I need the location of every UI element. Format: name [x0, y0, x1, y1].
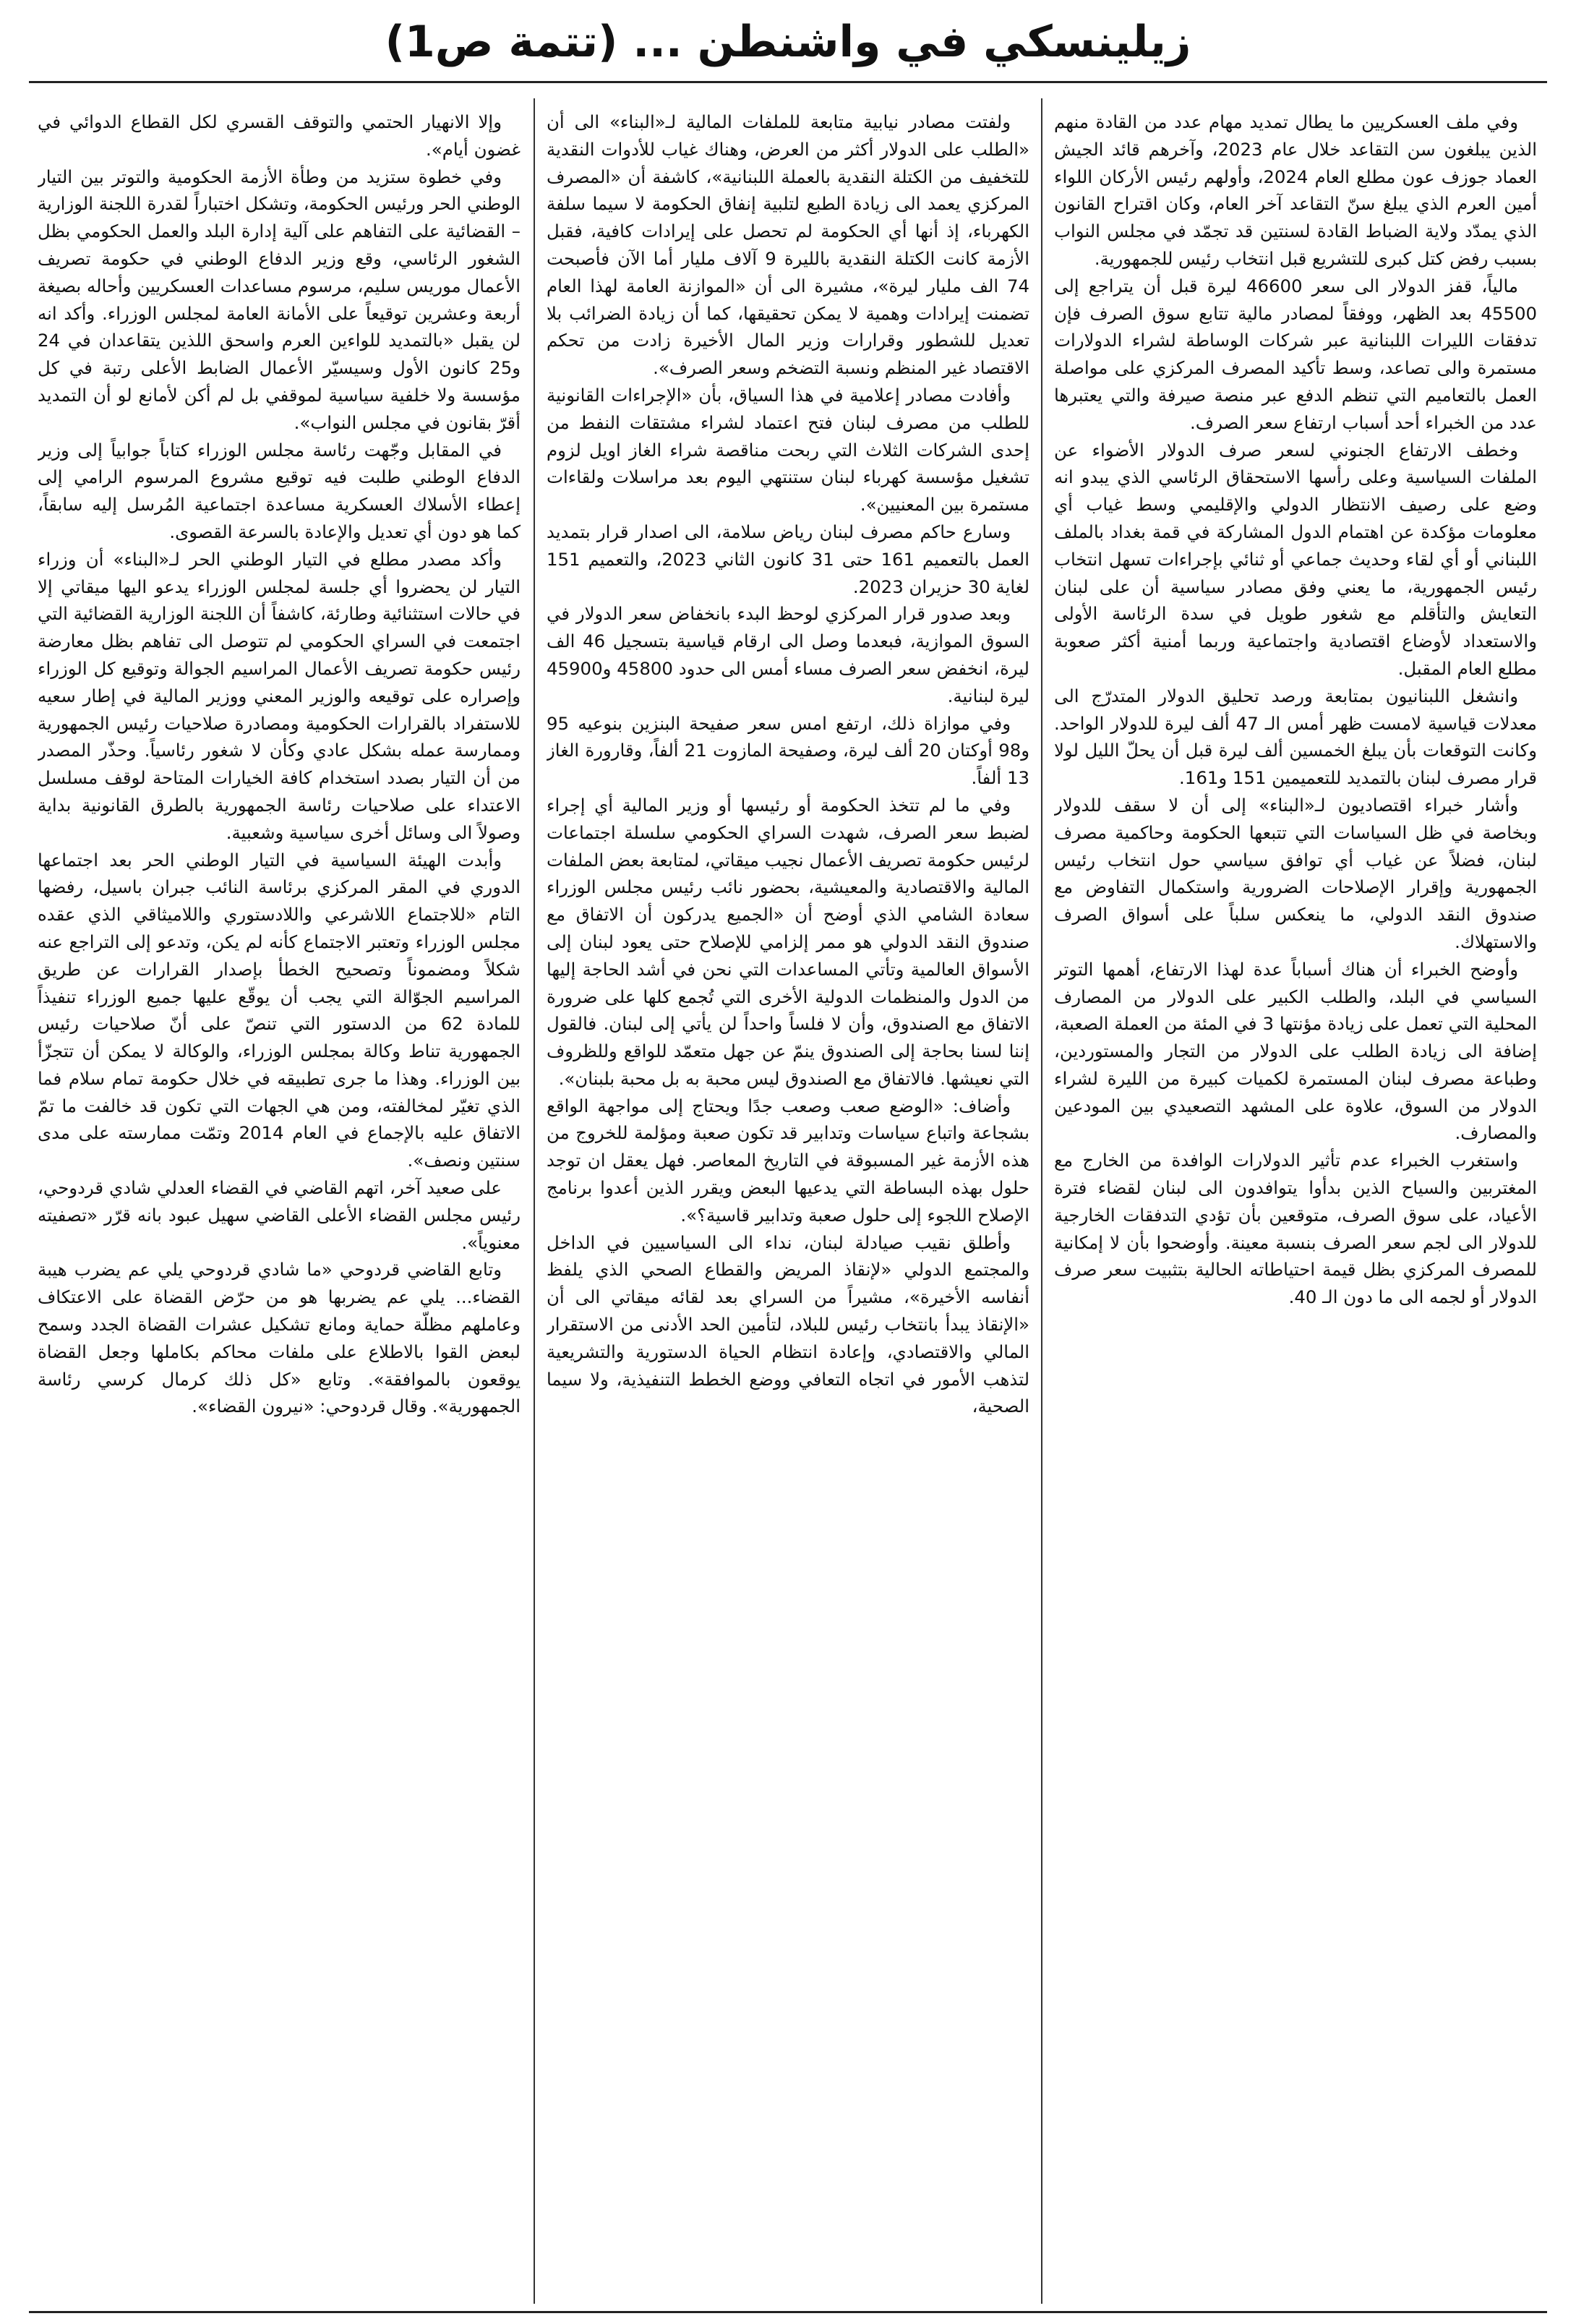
paragraph: وخطف الارتفاع الجنوني لسعر صرف الدولار الأضواء عن الملفات السياسية وعلى رأسها الاستحقاق الرئاسي الذي يبدو انه وضع على رصيف الانتظار الدولي والإقليمي وسط غياب أي معلومات مؤكدة عن اهتمام الدول المشاركة في قمة بغداد بالملف اللبناني أو أي لقاء وحديث جماعي أو ثنائي بإجراءات تسهل انتخاب رئيس الجمهورية، ما يعني وفق مصادر سياسية أن على لبنان التعايش والتأقلم مع شغور طويل في سدة الرئاسة الأولى والاستعداد لأوضاع اقتصادية واجتماعية وربما أمنية أكثر صعوبة مطلع العام المقبل.	[1054, 439, 1537, 679]
article-column-middle	[547, 108, 1029, 2307]
paragraph: وإلا الانهيار الحتمي والتوقف القسري لكل القطاع الدوائي في غضون أيام».	[38, 111, 521, 160]
article-column-left	[38, 108, 521, 2307]
paragraph: وأضاف: «الوضع صعب وصعب جدًا ويحتاج إلى مواجهة الواقع بشجاعة واتباع سياسات وتدابير قد تكون صعبة ومؤلمة للخروج من هذه الأزمة غير المسبوقة في التاريخ المعاصر. فهل يعقل ان توجد حلول بهذه البساطة التي يدعيها البعض ويقرر الذين أعدوا برنامج الإصلاح اللجوء إلى حلول صعبة وتدابير قاسية؟».	[547, 1095, 1029, 1226]
paragraph: وأشار خبراء اقتصاديون لـ«البناء» إلى أن لا سقف للدولار وبخاصة في ظل السياسات التي تتبعها الحكومة وحاكمية مصرف لبنان، فضلاً عن غياب أي توافق سياسي حول انتخاب رئيس الجمهورية وإقرار الإصلاحات الضرورية واستكمال التفاوض مع صندوق النقد الدولي، ما ينعكس سلباً على أسواق الصرف والاستهلاك.	[1054, 794, 1537, 952]
paragraph: على صعيد آخر، اتهم القاضي في القضاء العدلي شادي قردوحي، رئيس مجلس القضاء الأعلى القاضي سهيل عبود بانه قرّر «تصفيته معنوياً».	[38, 1177, 521, 1253]
paragraph: وفي خطوة ستزيد من وطأة الأزمة الحكومية والتوتر بين التيار الوطني الحر ورئيس الحكومة، وتشكل اختباراً لقدرة اللجنة الوزارية – القضائية على التفاهم على آلية إدارة البلد والعمل الحكومي بظل الشغور الرئاسي، وقع وزير الدفاع الوطني في حكومة تصريف الأعمال موريس سليم، مرسوم مساعدات العسكريين وأحاله بصيغة أربعة وعشرين توقيعاً على الأمانة العامة لمجلس الوزراء. وأكد انه لن يقبل «بالتمديد للواءين العرم واسحق اللذين يتقاعدان في 24 و25 كانون الأول وسيسيّر الأعمال الضابط الأعلى رتبة في كل مؤسسة ولا خلفية سياسية لموقفي بل لم أكن لأمانع لو أن التمديد أقرّ بقانون في مجلس النواب».	[38, 166, 521, 433]
paragraph: وفي ما لم تتخذ الحكومة أو رئيسها أو وزير المالية أي إجراء لضبط سعر الصرف، شهدت السراي الحكومي سلسلة اجتماعات لرئيس حكومة تصريف الأعمال نجيب ميقاتي، لمتابعة بعض الملفات المالية والاقتصادية والمعيشية، بحضور نائب رئيس مجلس الوزراء سعادة الشامي الذي أوضح أن «الجميع يدركون أن الاتفاق مع صندوق النقد الدولي هو ممر إلزامي للإصلاح حتى يعود لبنان إلى الأسواق العالمية وتأتي المساعدات التي نحن في أشد الحاجة إليها من الدول والمنظمات الدولية الأخرى التي تُجمع كلها على ضرورة الاتفاق مع الصندوق، وأن لا فلساً واحداً لن يأتي إلى لبنان. فالقول إننا لسنا بحاجة إلى الصندوق ينمّ عن جهل متعمّد للواقع وللظروف التي نعيشها. فالاتفاق مع الصندوق ليس محبة به بل محبة بلبنان».	[547, 794, 1029, 1089]
paragraph: وأطلق نقيب صيادلة لبنان، نداء الى السياسيين في الداخل والمجتمع الدولي «لإنقاذ المريض والقطاع الصحي الذي يلفظ أنفاسه الأخيرة»، مشيراً من السراي بعد لقائه ميقاتي الى أن «الإنقاذ يبدأ بانتخاب رئيس للبلاد، لتأمين الحد الأدنى من الاستقرار المالي والاقتصادي، وإعادة انتظام الحياة الدستورية والتشريعية لتذهب الأمور في اتجاه التعافي ووضع الخطط التنفيذية، ولا سيما الصحية،	[547, 1231, 1029, 1417]
paragraph: وفي ملف العسكريين ما يطال تمديد مهام عدد من القادة منهم الذين يبلغون سن التقاعد خلال عام 2023، وآخرهم قائد الجيش العماد جوزف عون مطلع العام 2024، وأولهم رئيس الأركان اللواء أمين العرم الذي يبلغ سنّ التقاعد آخر العام، وكان اقتراح القانون الذي يمدّد ولاية الضباط القادة لسنتين قد تجمّد في مجلس النواب بسبب رفض كتل كبرى للتشريع قبل انتخاب رئيس للجمهورية.	[1054, 111, 1537, 269]
paragraph: ولفتت مصادر نيابية متابعة للملفات المالية لـ«البناء» الى أن «الطلب على الدولار أكثر من العرض، وهناك غياب للأدوات النقدية للتخفيف من الكتلة النقدية بالعملة اللبنانية»، كاشفة أن «المصرف المركزي يعمد الى زيادة الطبع لتلبية إنفاق الحكومة لا سيما سلفة الكهرباء، إذ أنها أي الحكومة لم تحصل على إيرادات كافية، فقبل الأزمة كانت الكتلة النقدية بالليرة 9 آلاف مليار أما الآن فأصبحت 74 الف مليار ليرة»، مشيرة الى أن «الموازنة العامة لهذا العام تضمنت إيرادات وهمية لا يمكن تحقيقها، كما أن زيادة الضرائب بلا تعديل للشطور وقرارات وزير المال الأخيرة زادت من تحكم الاقتصاد غير المنظم ونسبة التضخم وسعر الصرف».	[547, 111, 1029, 379]
paragraph: وانشغل اللبنانيون بمتابعة ورصد تحليق الدولار المتدرّج الى معدلات قياسية لامست ظهر أمس الـ 47 ألف ليرة للدولار الواحد. وكانت التوقعات بأن يبلغ الخمسين ألف ليرة قبل أن يحلّ الليل لولا قرار مصرف لبنان بالتمديد للتعميمين 151 و161.	[1054, 685, 1537, 789]
bottom-rule	[29, 2311, 1547, 2313]
article-column-right	[1054, 108, 1537, 2307]
page-headline: زيلينسكي في واشنطن ... (تتمة ص1)	[385, 17, 1191, 67]
paragraph: في المقابل وجّهت رئاسة مجلس الوزراء كتاباً جوابياً إلى وزير الدفاع الوطني طلبت فيه توقيع مشروع المرسوم الرامي إلى إعطاء الأسلاك العسكرية مساعدة اجتماعية المُرسل إليه سابقاً، كما هو دون أي تعديل والإعادة بالسرعة القصوى.	[38, 439, 521, 542]
paragraph: مالياً، قفز الدولار الى سعر 46600 ليرة قبل أن يتراجع إلى 45500 بعد الظهر، ووفقاً لمصادر مالية تتابع سوق الصرف فإن تدفقات الليرات اللبنانية عبر شركات الوساطة لشراء الدولارات مستمرة والى تصاعد، وسط تأكيد المصرف المركزي على مواصلة العمل بالتعاميم التي تنظم الدفع عبر منصة صيرفة والتي يعتبرها عدد من الخبراء أحد أسباب ارتفاع سعر الصرف.	[1054, 275, 1537, 433]
paragraph: وأكد مصدر مطلع في التيار الوطني الحر لـ«البناء» أن وزراء التيار لن يحضروا أي جلسة لمجلس الوزراء يدعو اليها ميقاتي إلا في حالات استثنائية وطارئة، كاشفاً أن اللجنة الوزارية القضائية التي اجتمعت في السراي الحكومي لم تتوصل الى تفاهم بظل معارضة رئيس حكومة تصريف الأعمال المراسيم الجوالة وتوقيع كل الوزراء وإصراره على توقيعه والوزير المعني ووزير المالية في إطار سعيه للاستفراد بالقرارات الحكومية ومصادرة صلاحيات رئيس الجمهورية وممارسة عمله بشكل عادي وكأن لا شغور رئاسياً. وحذّر المصدر من أن التيار بصدد استخدام كافة الخيارات المتاحة لوقف مسلسل الاعتداء على صلاحيات رئاسة الجمهورية بالطرق القانونية بداية وصولاً الى وسائل أخرى سياسية وشعبية.	[38, 548, 521, 843]
column-separator	[1041, 98, 1042, 2304]
paragraph: واستغرب الخبراء عدم تأثير الدولارات الوافدة من الخارج مع المغتربين والسياح الذين بدأوا يتوافدون الى لبنان لقضاء فترة الأعياد، على سوق الصرف، متوقعين بأن تؤدي التدفقات الخارجية للدولار الى لجم سعر الصرف بنسبة معينة. وأوضحوا بأن لا إمكانية للمصرف المركزي بظل قيمة احتياطاته الحالية بتثبيت سعر صرف الدولار أو لجمه الى ما دون الـ 40.	[1054, 1150, 1537, 1308]
paragraph: وفي موازاة ذلك، ارتفع امس سعر صفيحة البنزين بنوعيه 95 و98 أوكتان 20 ألف ليرة، وصفيحة المازوت 21 ألفاً، وقارورة الغاز 13 ألفاً.	[547, 712, 1029, 789]
paragraph: وتابع القاضي قردوحي «ما شادي قردوحي يلي عم يضرب هيبة القضاء... يلي عم يضربها هو من حرّض القضاة على الاعتكاف وعاملهم مظلّة حماية ومانع تشكيل عشرات القضاة الجدد وسمح لبعض القوا بالاطلاع على ملفات محاكم بكاملها وجعل القضاة يوقعون بالموافقة». وتابع «كل ذلك كرمال كرسي رئاسة الجمهورية». وقال قردوحي: «نيرون القضاء».	[38, 1259, 521, 1417]
paragraph: وبعد صدور قرار المركزي لوحظ البدء بانخفاض سعر الدولار في السوق الموازية، فبعدما وصل الى ارقام قياسية بتسجيل 46 الف ليرة، انخفض سعر الصرف مساء أمس الى حدود 45800 و45900 ليرة لبنانية.	[547, 603, 1029, 706]
paragraph: وسارع حاكم مصرف لبنان رياض سلامة، الى اصدار قرار بتمديد العمل بالتعميم 161 حتى 31 كانون الثاني 2023، والتعميم 151 لغاية 30 حزيران 2023.	[547, 521, 1029, 597]
paragraph: وأوضح الخبراء أن هناك أسباباً عدة لهذا الارتفاع، أهمها التوتر السياسي في البلد، والطلب الكبير على الدولار من المصارف المحلية التي تعمل على زيادة مؤنتها 3 في المئة من العملة الصعبة، إضافة الى زيادة الطلب على الدولار من التجار والمستوردين، وطباعة مصرف لبنان المستمرة لكميات كبيرة من الليرة لشراء الدولار من السوق، علاوة على المشهد التصعيدي بين المودعين والمصارف.	[1054, 958, 1537, 1144]
paragraph: وأفادت مصادر إعلامية في هذا السياق، بأن «الإجراءات القانونية للطلب من مصرف لبنان فتح اعتماد لشراء مشتقات النفط من إحدى الشركات الثلاث التي ربحت مناقصة شراء الغاز اويل لزوم تشغيل مؤسسة كهرباء لبنان ستنتهي اليوم بعد مراسلات ولقاءات مستمرة بين المعنيين».	[547, 384, 1029, 516]
paragraph: وأبدت الهيئة السياسية في التيار الوطني الحر بعد اجتماعها الدوري في المقر المركزي برئاسة النائب جبران باسيل، رفضها التام «للاجتماع اللاشرعي واللادستوري واللاميثاقي الذي عقده مجلس الوزراء وتعتبر الاجتماع كأنه لم يكن، وتدعو إلى التراجع عنه شكلاً ومضموناً وتصحيح الخطأ بإصدار القرارات عن طريق المراسيم الجوّالة التي يجب أن يوقّع عليها جميع الوزراء تنفيذاً للمادة 62 من الدستور التي تنصّ على أنّ صلاحيات رئيس الجمهورية تناط وكالة بمجلس الوزراء، والوكالة لا يمكن أن تتجزّأ بين الوزراء. وهذا ما جرى تطبيقه في خلال حكومة تمام سلام فما الذي تغيّر لمخالفته، ومن هي الجهات التي تكون قد خالفت ما تمّ الاتفاق عليه بالإجماع في العام 2014 وتمّت ممارسته على مدى سنتين ونصف».	[38, 849, 521, 1171]
column-separator	[534, 98, 535, 2304]
top-rule	[29, 81, 1547, 83]
